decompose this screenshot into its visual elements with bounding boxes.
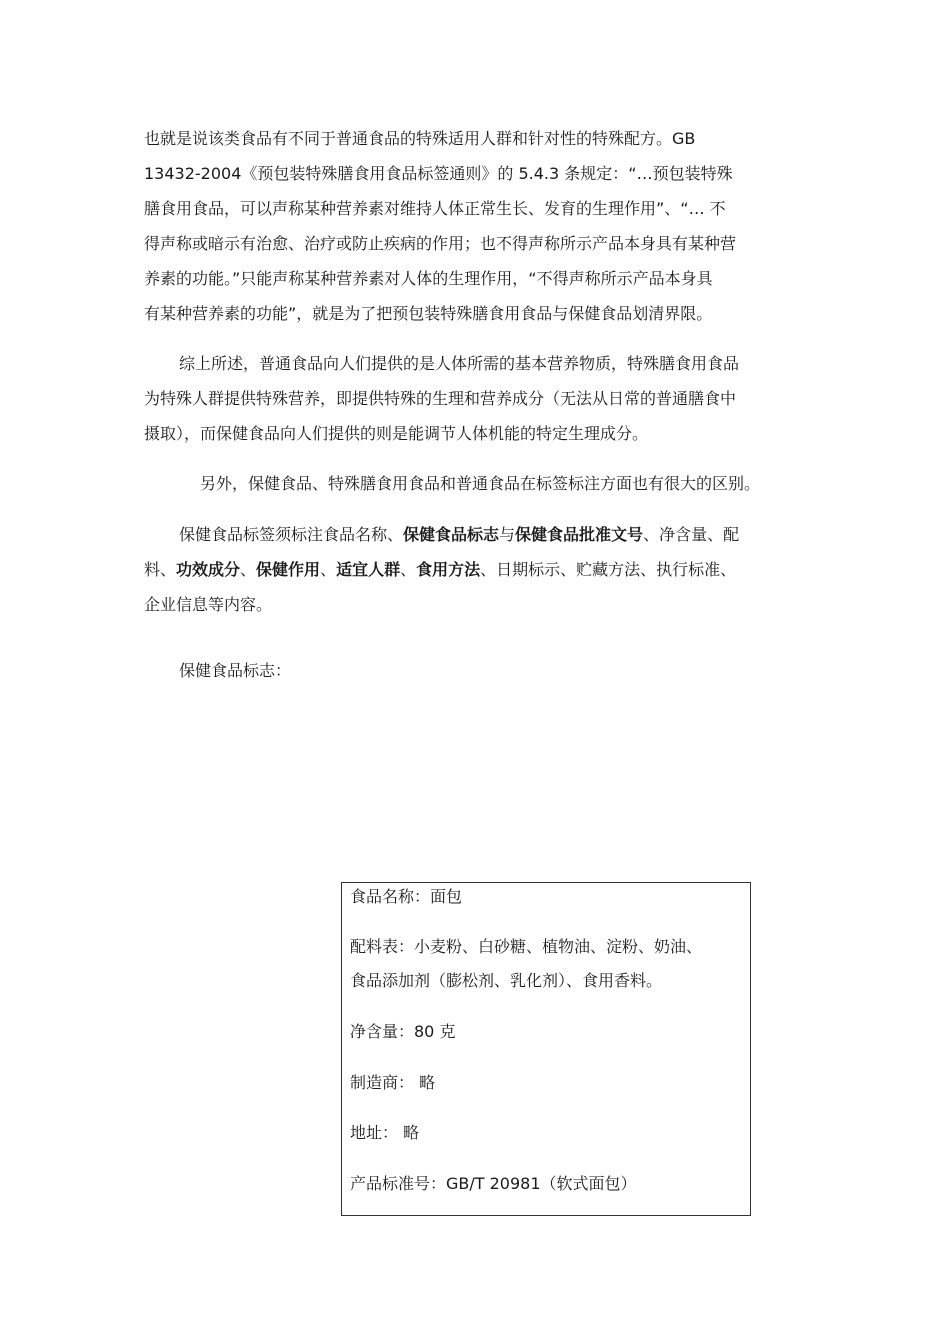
paragraph-summary xyxy=(144,346,804,451)
label-food-name: 食品名称：面包 xyxy=(350,887,463,906)
text-line: 摄取），而保健食品向人们提供的则是能调节人体机能的特定生理成分。 xyxy=(144,424,649,443)
text-line: 也就是说该类食品有不同于普通食品的特殊适用人群和针对性的特殊配方。GB xyxy=(144,129,696,148)
text-line: 为特殊人群提供特殊营养，即提供特殊的生理和营养成分（无法从日常的普通膳食中 xyxy=(144,389,737,408)
text-line: 料、功效成分、保健作用、适宜人群、食用方法、日期标示、贮藏方法、执行标准、 xyxy=(144,560,737,579)
text-line: 养素的功能。”只能声称某种营养素对人体的生理作用，“不得声称所示产品本身具 xyxy=(144,269,713,288)
bold-term: 保健作用 xyxy=(256,560,321,579)
label-manufacturer: 制造商： 略 xyxy=(350,1073,436,1092)
bold-term: 保健食品标志 xyxy=(403,525,500,544)
text-line: 保健食品标签须标注食品名称、保健食品标志与保健食品批准文号、净含量、配 xyxy=(179,525,740,544)
text-line: 综上所述，普通食品向人们提供的是人体所需的基本营养物质，特殊膳食用食品 xyxy=(179,354,740,373)
text-line: 13432-2004《预包装特殊膳食用食品标签通则》的 5.4.3 条规定：“…预包装特殊 xyxy=(144,164,733,183)
label-ingredients-line2: 食品添加剂（膨松剂、乳化剂）、食用香料。 xyxy=(350,971,663,990)
food-label-example xyxy=(341,882,751,1216)
label-net-content: 净含量：80 克 xyxy=(350,1022,456,1041)
label-product-standard: 产品标准号：GB/T 20981（软式面包） xyxy=(350,1174,637,1193)
text-line: 膳食用食品，可以声称某种营养素对维持人体正常生长、发育的生理作用”、“… 不 xyxy=(144,199,726,218)
bold-term: 保健食品批准文号 xyxy=(515,525,644,544)
bold-term: 功效成分 xyxy=(176,560,241,579)
text-line: 有某种营养素的功能”，就是为了把预包装特殊膳食用食品与保健食品划清界限。 xyxy=(144,304,713,323)
bold-term: 适宜人群 xyxy=(336,560,401,579)
text-line: 企业信息等内容。 xyxy=(144,595,273,614)
bold-term: 食用方法 xyxy=(416,560,481,579)
text-line: 得声称或暗示有治愈、治疗或防止疾病的作用；也不得声称所示产品本身具有某种营 xyxy=(144,234,737,253)
paragraph-health-food-label-requirements xyxy=(144,517,804,622)
paragraph-special-diet-claims xyxy=(144,121,804,331)
label-ingredients-line1: 配料表：小麦粉、白砂糖、植物油、淀粉、奶油、 xyxy=(350,937,703,956)
paragraph-labeling-difference: 另外，保健食品、特殊膳食用食品和普通食品在标签标注方面也有很大的区别。 xyxy=(200,474,761,493)
health-food-logo-caption: 保健食品标志： xyxy=(179,661,292,680)
label-address: 地址： 略 xyxy=(350,1123,420,1142)
